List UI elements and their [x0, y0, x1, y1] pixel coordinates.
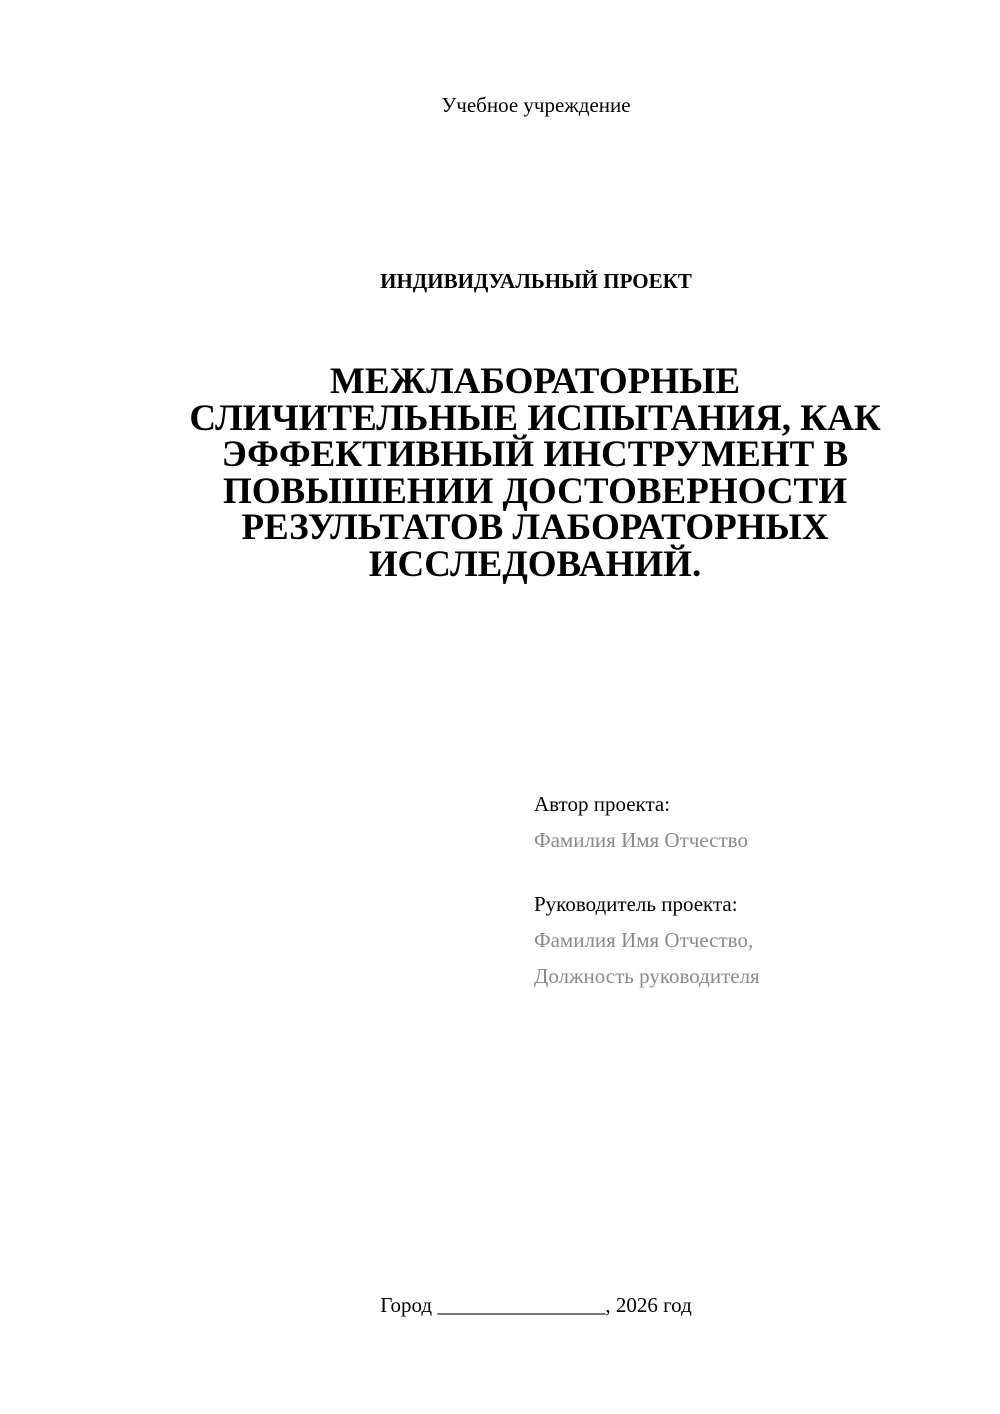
- title-line: ИССЛЕДОВАНИЙ.: [368, 543, 702, 585]
- author-name: Фамилия Имя Отчество: [534, 828, 748, 852]
- project-title: [150, 361, 920, 585]
- title-line: РЕЗУЛЬТАТОВ ЛАБОРАТОРНЫХ: [241, 507, 829, 548]
- credits-spacer: [534, 858, 974, 886]
- city-year-line: Город ________________, 2026 год: [380, 1293, 692, 1317]
- supervisor-name: Фамилия Имя Отчество,: [534, 928, 754, 952]
- institution-name: Учебное учреждение: [441, 93, 631, 117]
- credits-block: [534, 786, 974, 994]
- title-line: СЛИЧИТЕЛЬНЫЕ ИСПЫТАНИЯ, КАК: [189, 397, 881, 439]
- supervisor-label: Руководитель проекта:: [534, 892, 738, 916]
- title-line: МЕЖЛАБОРАТОРНЫЕ: [329, 361, 741, 402]
- document-type: ИНДИВИДУАЛЬНЫЙ ПРОЕКТ: [380, 269, 692, 293]
- author-label: Автор проекта:: [534, 792, 671, 816]
- title-line: ПОВЫШЕНИИ ДОСТОВЕРНОСТИ: [223, 470, 847, 512]
- supervisor-position: Должность руководителя: [534, 964, 760, 988]
- title-line: ЭФФЕКТИВНЫЙ ИНСТРУМЕНТ В: [221, 434, 849, 475]
